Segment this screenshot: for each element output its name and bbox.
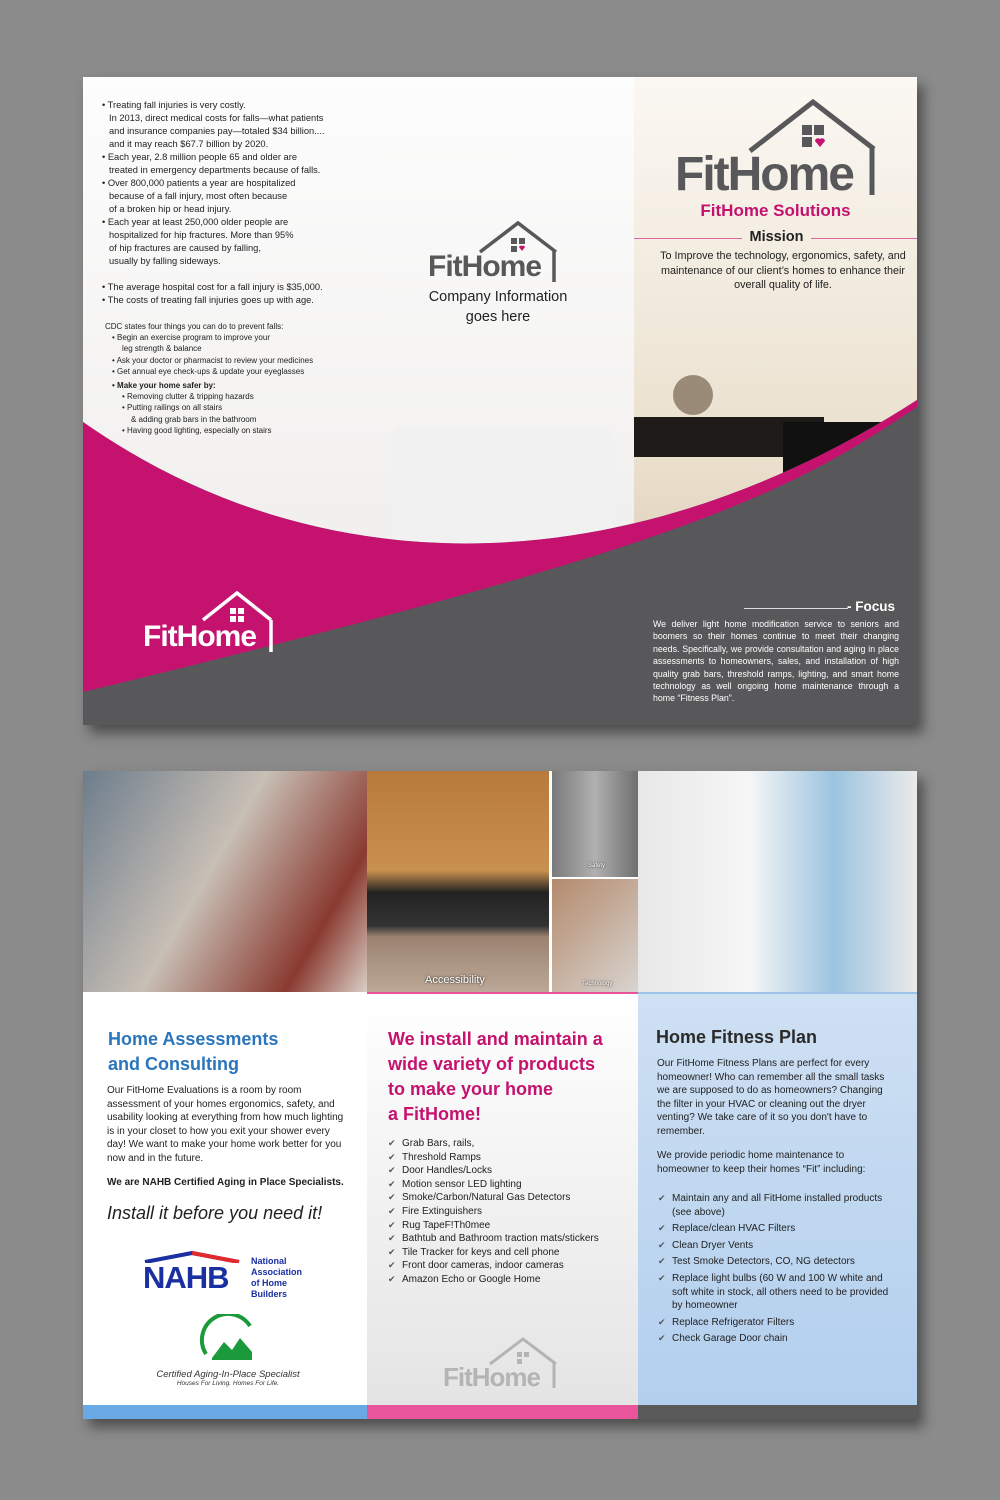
brochure-cover-sheet — [83, 77, 917, 725]
fithome-logo-white: FitHome — [143, 590, 273, 655]
divider — [811, 238, 917, 239]
sofa-shape — [393, 427, 613, 547]
assessments-text: Our FitHome Evaluations is a room by room assessment of your homes ergonomics, safety, and usability looking at everything from how much lighting is in your closet to how you exit your shower every day! We want to make your home work better for you now and in the future. — [107, 1085, 344, 1164]
cdc-tips: CDC states four things you can do to prevent falls: • Begin an exercise program to improve your leg strength & balance • Ask your doctor or pharmacist to review your medicines • Get annual eye check-ups & update your eyeglasses • Make your home safer by: • Removing clutter & tripping hazards • Putting railings on all stairs & adding grab bars in the bathroom • Having good lighting, especially on stairs — [105, 322, 314, 435]
threshold-ramp-photo: Accessibility — [367, 771, 549, 992]
list-item: ✔ Tile Tracker for keys and cell phone — [388, 1246, 628, 1260]
list-item: ✔ Test Smoke Detectors, CO, NG detectors — [658, 1255, 900, 1269]
focus-text: We deliver light home modification service to seniors and boomers so their homes continue to meet their changing needs. Specifically, we provide consultation and aging in place assessments to homeowners, sales, and installation of high quality grab bars, threshold ramps, lighting, and smart home technology as well ongoing home maintenance through a home “Fitness Plan”. — [653, 619, 899, 704]
list-item: ✔ Check Garage Door chain — [658, 1332, 900, 1346]
list-item: ✔ Replace Refrigerator Filters — [658, 1316, 900, 1330]
mission-heading: Mission — [749, 229, 804, 245]
list-item: ✔ Amazon Echo or Google Home — [388, 1273, 628, 1287]
caps-logo: Certified Aging-In-Place Specialist Houses For Living. Homes For Life. — [153, 1314, 303, 1389]
accent-bar-pink — [367, 1405, 638, 1419]
focus-heading: - Focus — [847, 599, 896, 614]
caps-house-icon — [198, 1314, 258, 1364]
products-list — [388, 1137, 628, 1287]
consultation-photo — [83, 771, 367, 992]
list-item: ✔ Replace light bulbs (60 W and 100 W white and soft white in stock, all others need to be provided by homeowner — [658, 1272, 900, 1313]
fitness-plan-heading: Home Fitness Plan — [656, 1027, 818, 1047]
assessments-heading: Home Assessments and Consulting — [108, 1029, 279, 1074]
divider — [634, 238, 742, 239]
accent-bar-blue — [83, 1405, 367, 1419]
products-heading: We install and maintain a wide variety of products to make your home a FitHome! — [388, 1029, 603, 1124]
fithome-watermark-logo: FitHome — [443, 1336, 563, 1391]
list-item: ✔ Grab Bars, rails, — [388, 1137, 628, 1151]
list-item: ✔ Replace/clean HVAC Filters — [658, 1222, 900, 1236]
company-info-placeholder: Company Information goes here — [428, 289, 568, 325]
fitness-plan-text: Our FitHome Fitness Plans are perfect for every homeowner! Who can remember all the small tasks we are supposed to do as homeowners? Changing the filter in your HVAC or cleaning out the dryer venting? We take care of it so you don't have to remember. — [657, 1058, 885, 1137]
solutions-heading: FitHome Solutions — [700, 201, 851, 220]
fitness-plan-list — [658, 1192, 900, 1346]
list-item: ✔ Fire Extinguishers — [388, 1205, 628, 1219]
list-item: ✔ Threshold Ramps — [388, 1151, 628, 1165]
nahb-statement: We are NAHB Certified Aging in Place Specialists. — [107, 1177, 344, 1188]
fitness-plan-intro: We provide periodic home maintenance to homeowner to keep their homes “Fit” including: — [657, 1150, 866, 1175]
list-item: ✔ Clean Dryer Vents — [658, 1239, 900, 1253]
tagline: Install it before you need it! — [107, 1203, 323, 1223]
list-item: ✔ Bathtub and Bathroom traction mats/stickers — [388, 1232, 628, 1246]
brochure-inside-sheet — [83, 771, 917, 1419]
list-item: ✔ Smoke/Carbon/Natural Gas Detectors — [388, 1191, 628, 1205]
list-item: ✔ Door Handles/Locks — [388, 1164, 628, 1178]
fall-statistics: • Treating fall injuries is very costly. In 2013, direct medical costs for falls—what patients and insurance companies pay—totaled $34 billion.... and it may reach $67.7 billion by 2020. • Each year, 2.8 million people 65 and older are treated in emergency departments because of falls. • Over 800,000 patients a year are hospitalized because of a fall injury, most often because of a broken hip or head injury. • Each year at least 250,000 older people are hospitalized for hip fractures. More than 95% of hip fractures are caused by falling, usually by falling sideways. • The average hospital cost for a fall injury is $35,000. • The costs of treating fall injuries goes up with age. — [102, 100, 325, 305]
grab-bar-photo: Safety — [552, 771, 638, 877]
fithome-logo-center: FitHome — [428, 220, 558, 285]
hvac-filter-photo — [638, 771, 917, 992]
camera-photo: Technology — [552, 879, 638, 992]
list-item: ✔ Front door cameras, indoor cameras — [388, 1259, 628, 1273]
mission-text: To Improve the technology, ergonomics, safety, and maintenance of our client’s homes to enhance their overall quality of life. — [660, 250, 906, 291]
list-item: ✔ Motion sensor LED lighting — [388, 1178, 628, 1192]
list-item: ✔ Maintain any and all FitHome installed products (see above) — [658, 1192, 900, 1219]
accent-bar-gray — [638, 1405, 917, 1419]
fithome-logo-main: FitHome — [675, 99, 880, 199]
divider — [744, 608, 848, 609]
list-item: ✔ Rug TapeF!Th0mee — [388, 1219, 628, 1233]
nahb-logo: NAHB National Association of Home Builders — [143, 1251, 313, 1301]
